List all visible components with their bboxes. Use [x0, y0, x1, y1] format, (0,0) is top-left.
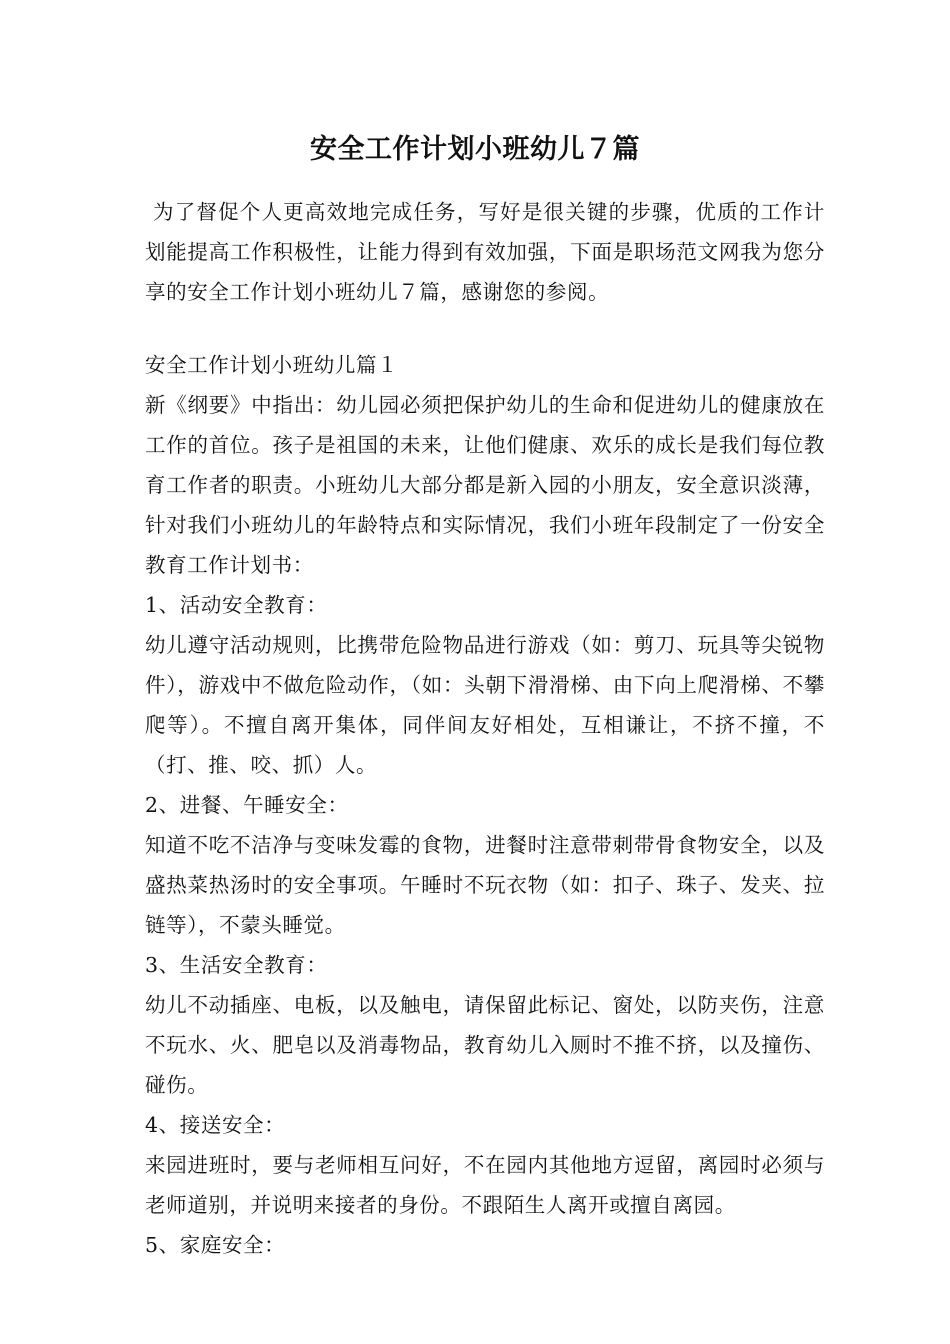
- body-paragraph: 来园进班时，要与老师相互问好，不在园内其他地方逗留，离园时必须与老师道别，并说明来接者的身份。不跟陌生人离开或擅自离园。: [145, 1153, 825, 1217]
- subheading-pickup-safety: 4、接送安全：: [145, 1113, 286, 1137]
- section-heading: 安全工作计划小班幼儿篇１: [145, 353, 399, 377]
- subheading-meal-nap-safety: 2、进餐、午睡安全：: [145, 793, 349, 817]
- body-paragraph: 幼儿不动插座、电板，以及触电，请保留此标记、窗处，以防夹伤，注意不玩水、火、肥皂以及消毒物品，教育幼儿入厕时不推不挤，以及撞伤、碰伤。: [145, 993, 825, 1097]
- intro-paragraph: 为了督促个人更高效地完成任务，写好是很关键的步骤，优质的工作计划能提高工作积极性，让能力得到有效加强，下面是职场范文网我为您分享的安全工作计划小班幼儿７篇，感谢您的参阅。: [145, 200, 825, 304]
- subheading-activity-safety: 1、活动安全教育：: [145, 593, 328, 617]
- paragraph-gap: [145, 312, 825, 345]
- subheading-home-safety: 5、家庭安全：: [145, 1233, 286, 1257]
- document-content: [145, 192, 825, 1265]
- body-paragraph: 幼儿遵守活动规则，比携带危险物品进行游戏（如：剪刀、玩具等尖锐物件），游戏中不做危险动作，（如：头朝下滑滑梯、由下向上爬滑梯、不攀爬等）。不擅自离开集体，同伴间友好相处，互相谦让，不挤不撞，不（打、推、咬、抓）人。: [145, 633, 825, 777]
- document-title: 安全工作计划小班幼儿７篇: [310, 134, 640, 165]
- subheading-life-safety: 3、生活安全教育：: [145, 953, 328, 977]
- body-paragraph: 新《纲要》中指出：幼儿园必须把保护幼儿的生命和促进幼儿的健康放在工作的首位。孩子是祖国的未来，让他们健康、欢乐的成长是我们每位教育工作者的职责。小班幼儿大部分都是新入园的小朋友，安全意识淡薄，针对我们小班幼儿的年龄特点和实际情况，我们小班年段制定了一份安全教育工作计划书：: [145, 393, 825, 577]
- body-paragraph: 知道不吃不洁净与变味发霉的食物，进餐时注意带刺带骨食物安全，以及盛热菜热汤时的安全事项。午睡时不玩衣物（如：扣子、珠子、发夹、拉链等），不蒙头睡觉。: [145, 833, 825, 937]
